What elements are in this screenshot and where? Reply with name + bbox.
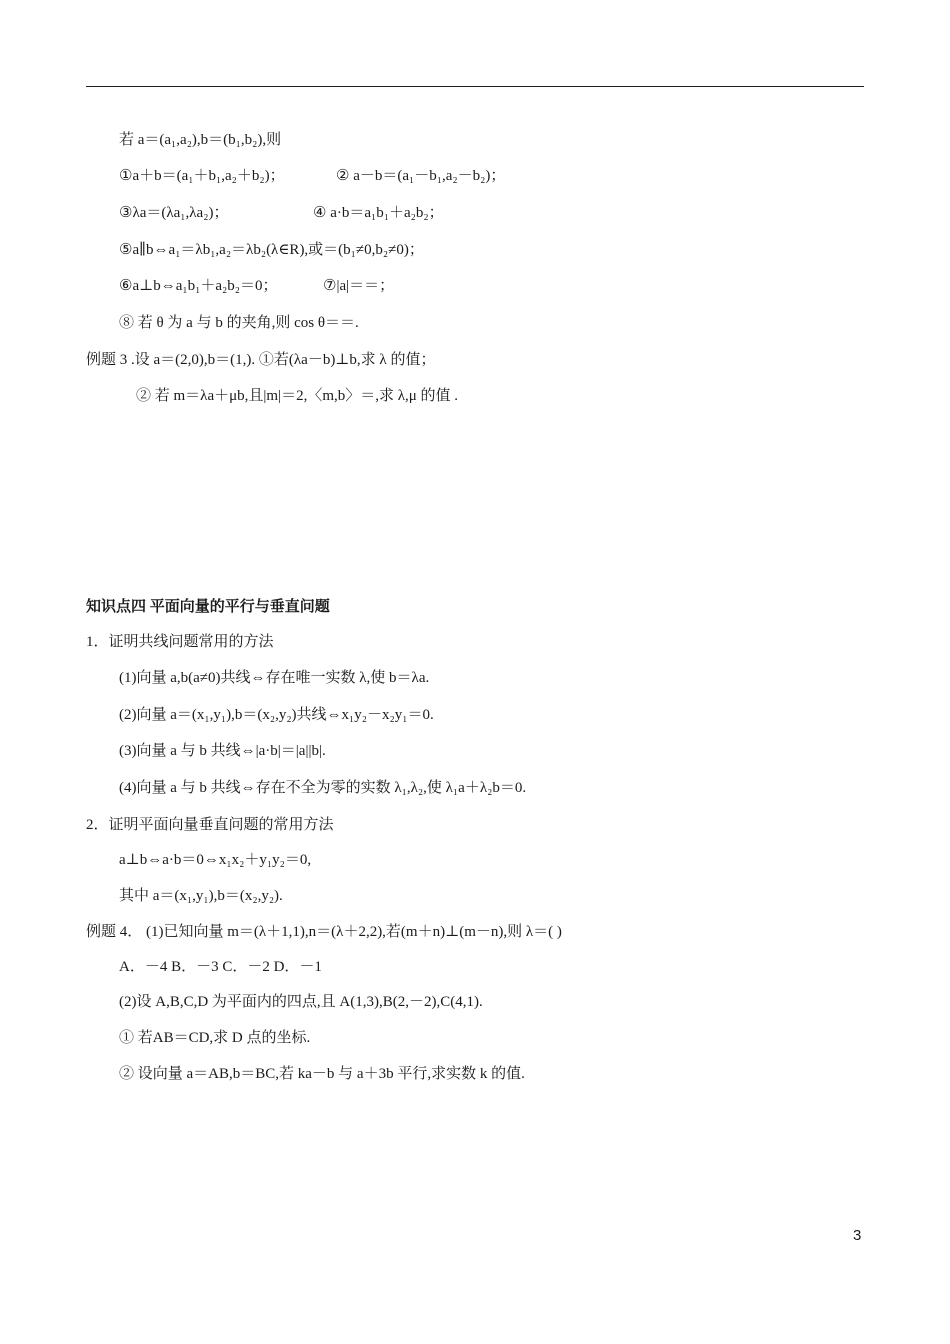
- formula-angle: ⑧ 若 θ 为 a 与 b 的夹角,则 cos θ＝＝.: [119, 315, 359, 331]
- method-sub-1: (1)向量 a,b(a≠0)共线⇔存在唯一实数 λ,使 b＝λa.: [119, 670, 430, 686]
- formula-scalar: ③λa＝(λa₁,λa₂)；: [119, 205, 229, 221]
- method-sub-3: (3)向量 a 与 b 共线⇔|a·b|＝|a||b|.: [119, 743, 326, 759]
- example4-options: A．－4 B．－3 C．－2 D．－1: [119, 959, 322, 975]
- formula-sum: ①a＋b＝(a₁＋b₁,a₂＋b₂)；: [119, 168, 285, 184]
- header-rule: [86, 86, 864, 87]
- perp-condition: a⊥b⇔a·b＝0⇔x₁x₂＋y₁y₂＝0,: [119, 852, 312, 868]
- perp-where: 其中 a＝(x₁,y₁),b＝(x₂,y₂).: [119, 888, 283, 904]
- example4-question1: 例题 4． (1)已知向量 m＝(λ＋1,1),n＝(λ＋2,2),若(m＋n)⊥(m－n),则 λ＝( ): [86, 924, 562, 940]
- formula-intro: 若 a＝(a₁,a₂),b＝(b₁,b₂),则: [119, 132, 282, 148]
- formula-perpendicular: ⑥a⊥b⇔a₁b₁＋a₂b₂＝0；: [119, 278, 278, 294]
- example4-question2: (2)设 A,B,C,D 为平面内的四点,且 A(1,3),B(2,－2),C(4,1).: [119, 994, 483, 1010]
- formula-difference: ② a－b＝(a₁－b₁,a₂－b₂)；: [336, 168, 506, 184]
- formula-magnitude: ⑦|a|＝＝；: [323, 278, 395, 294]
- method-sub-2: (2)向量 a＝(x₁,y₁),b＝(x₂,y₂)共线⇔x₁y₂－x₂y₁＝0.: [119, 707, 434, 723]
- method-item-1: 1．证明共线问题常用的方法: [86, 634, 274, 650]
- example4-question2-part1: ① 若AB＝CD,求 D 点的坐标.: [119, 1030, 311, 1046]
- example4-question2-part2: ② 设向量 a＝AB,b＝BC,若 ka－b 与 a＋3b 平行,求实数 k 的值.: [119, 1066, 525, 1082]
- method-sub-4: (4)向量 a 与 b 共线⇔存在不全为零的实数 λ₁,λ₂,使 λ₁a＋λ₂b＝0.: [119, 780, 527, 796]
- page-number: 3: [853, 1227, 862, 1244]
- example3-line1: 例题 3 .设 a＝(2,0),b＝(1,). ①若(λa－b)⊥b,求 λ 的值；: [86, 352, 436, 368]
- formula-dot-product: ④ a·b＝a₁b₁＋a₂b₂；: [313, 205, 444, 221]
- method-item-2: 2．证明平面向量垂直问题的常用方法: [86, 817, 334, 833]
- section-heading: 知识点四 平面向量的平行与垂直问题: [86, 599, 330, 615]
- formula-parallel: ⑤a∥b⇔a₁＝λb₁,a₂＝λb₂(λ∈R),或＝(b₁≠0,b₂≠0)；: [119, 242, 424, 258]
- example3-line2: ② 若 m＝λa＋μb,且|m|＝2,〈m,b〉＝,求 λ,μ 的值 .: [136, 388, 459, 404]
